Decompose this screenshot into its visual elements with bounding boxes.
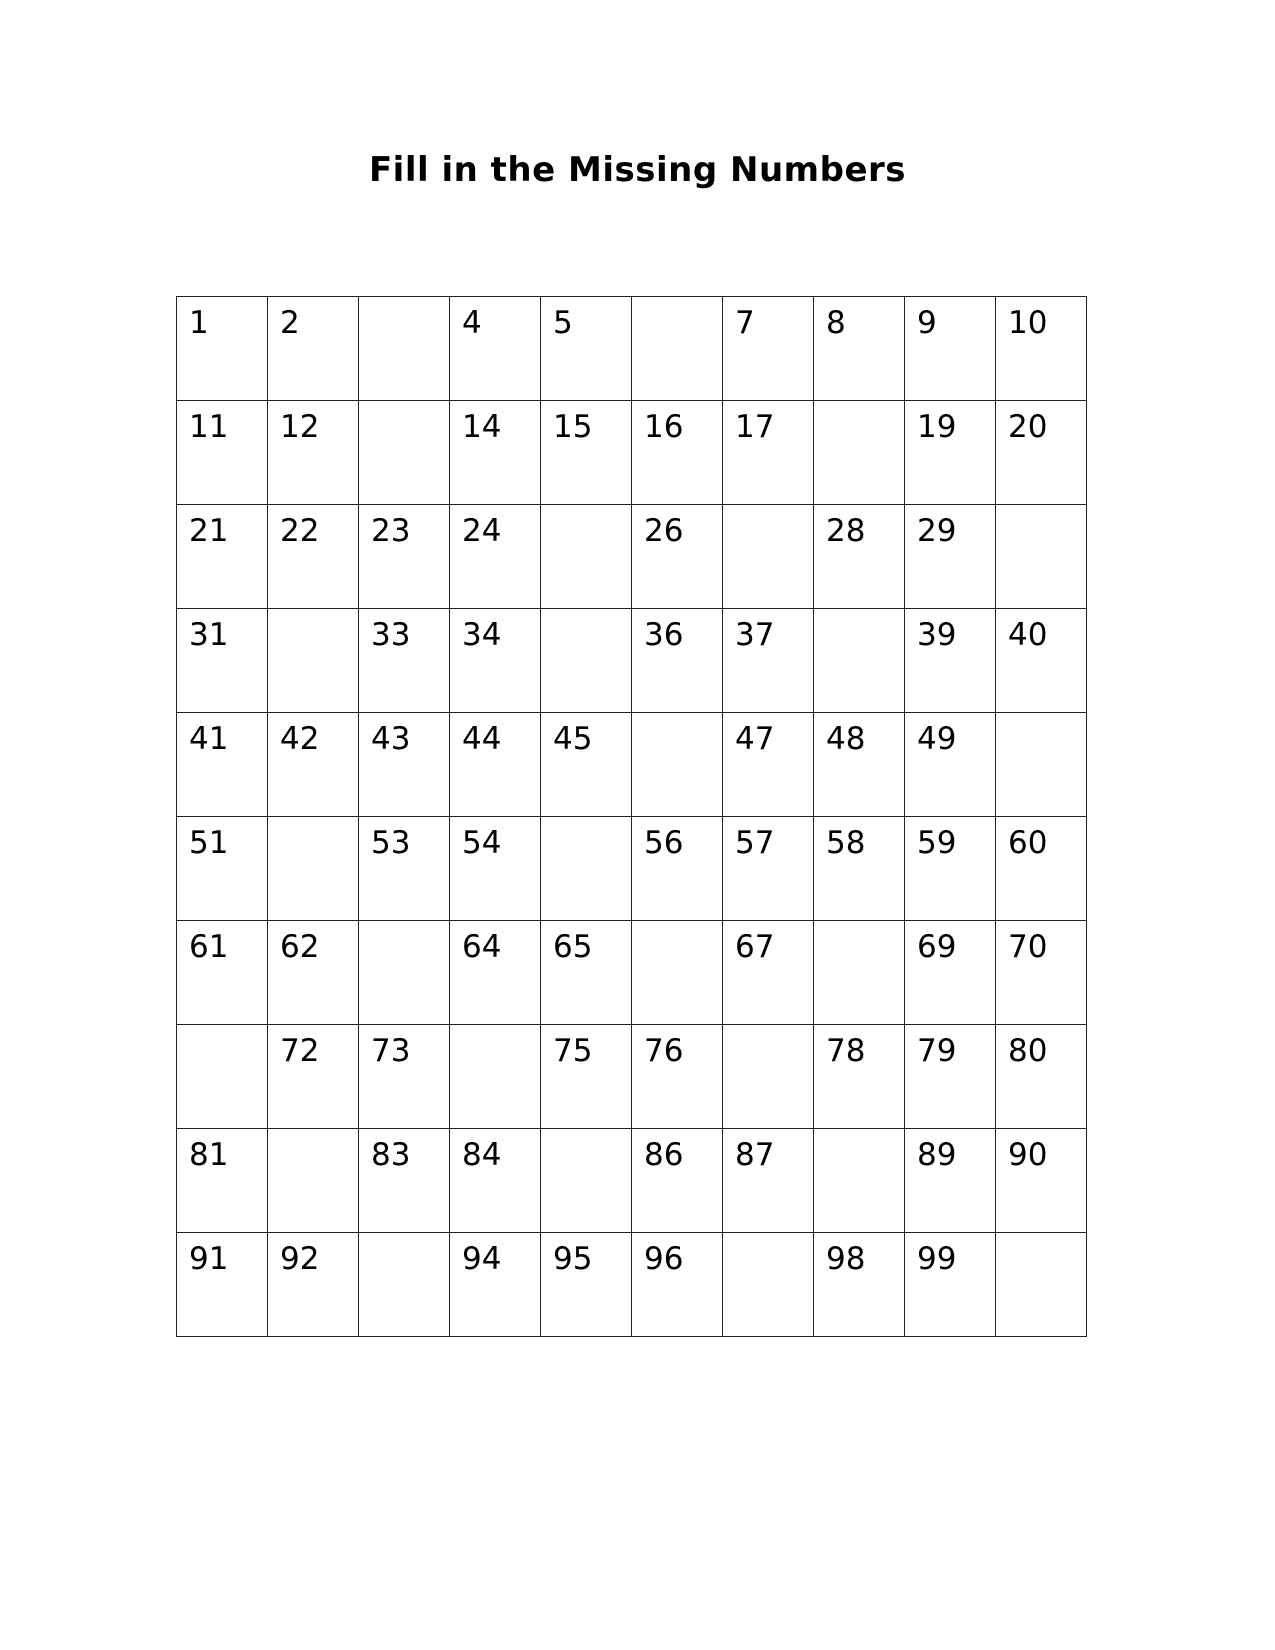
cell-number bbox=[814, 609, 904, 617]
cell-number: 73 bbox=[371, 1033, 411, 1069]
number-cell bbox=[632, 1025, 723, 1129]
cell-number: 37 bbox=[735, 617, 775, 653]
number-cell bbox=[541, 401, 632, 505]
cell-number: 76 bbox=[644, 1033, 684, 1069]
number-cell bbox=[723, 401, 814, 505]
cell-number: 2 bbox=[280, 305, 300, 341]
number-cell bbox=[723, 921, 814, 1025]
cell-number: 43 bbox=[371, 721, 411, 757]
grid-row bbox=[177, 1025, 1087, 1129]
cell-number: 81 bbox=[189, 1137, 229, 1173]
blank-cell[interactable] bbox=[814, 609, 905, 713]
cell-number: 4 bbox=[462, 305, 482, 341]
number-cell bbox=[541, 297, 632, 401]
cell-number bbox=[359, 401, 449, 409]
cell-number: 49 bbox=[917, 721, 957, 757]
number-cell bbox=[996, 921, 1087, 1025]
cell-number bbox=[814, 1129, 904, 1137]
blank-cell[interactable] bbox=[541, 817, 632, 921]
number-cell bbox=[359, 1025, 450, 1129]
blank-cell[interactable] bbox=[268, 1129, 359, 1233]
cell-number: 80 bbox=[1008, 1033, 1048, 1069]
cell-number: 87 bbox=[735, 1137, 775, 1173]
cell-number: 94 bbox=[462, 1241, 502, 1277]
number-cell bbox=[632, 1129, 723, 1233]
cell-number: 91 bbox=[189, 1241, 229, 1277]
number-cell bbox=[359, 713, 450, 817]
cell-number: 45 bbox=[553, 721, 593, 757]
grid-row bbox=[177, 921, 1087, 1025]
cell-number: 16 bbox=[644, 409, 684, 445]
cell-number: 69 bbox=[917, 929, 957, 965]
cell-number: 31 bbox=[189, 617, 229, 653]
number-cell bbox=[177, 713, 268, 817]
cell-number bbox=[177, 1025, 267, 1033]
cell-number: 7 bbox=[735, 305, 755, 341]
number-cell bbox=[814, 1025, 905, 1129]
cell-number: 41 bbox=[189, 721, 229, 757]
cell-number: 15 bbox=[553, 409, 593, 445]
cell-number: 44 bbox=[462, 721, 502, 757]
cell-number: 1 bbox=[189, 305, 209, 341]
cell-number: 40 bbox=[1008, 617, 1048, 653]
cell-number: 64 bbox=[462, 929, 502, 965]
number-cell bbox=[814, 817, 905, 921]
cell-number: 72 bbox=[280, 1033, 320, 1069]
number-cell bbox=[723, 297, 814, 401]
number-cell bbox=[632, 505, 723, 609]
number-cell bbox=[905, 817, 996, 921]
cell-number: 56 bbox=[644, 825, 684, 861]
blank-cell[interactable] bbox=[632, 921, 723, 1025]
number-cell bbox=[268, 713, 359, 817]
cell-number bbox=[541, 609, 631, 617]
cell-number bbox=[723, 1233, 813, 1241]
number-cell bbox=[723, 1129, 814, 1233]
cell-number bbox=[632, 297, 722, 305]
cell-number bbox=[814, 401, 904, 409]
number-cell bbox=[814, 505, 905, 609]
blank-cell[interactable] bbox=[359, 401, 450, 505]
blank-cell[interactable] bbox=[359, 1233, 450, 1337]
cell-number: 42 bbox=[280, 721, 320, 757]
cell-number: 48 bbox=[826, 721, 866, 757]
cell-number: 24 bbox=[462, 513, 502, 549]
cell-number: 12 bbox=[280, 409, 320, 445]
cell-number bbox=[359, 1233, 449, 1241]
number-cell bbox=[905, 1025, 996, 1129]
cell-number: 23 bbox=[371, 513, 411, 549]
number-cell bbox=[541, 921, 632, 1025]
cell-number: 20 bbox=[1008, 409, 1048, 445]
number-cell bbox=[996, 1129, 1087, 1233]
number-cell bbox=[996, 609, 1087, 713]
number-cell bbox=[905, 1233, 996, 1337]
grid-row bbox=[177, 401, 1087, 505]
number-cell bbox=[905, 1129, 996, 1233]
cell-number: 39 bbox=[917, 617, 957, 653]
blank-cell[interactable] bbox=[268, 609, 359, 713]
blank-cell[interactable] bbox=[996, 713, 1087, 817]
blank-cell[interactable] bbox=[632, 297, 723, 401]
number-cell bbox=[541, 713, 632, 817]
cell-number: 17 bbox=[735, 409, 775, 445]
blank-cell[interactable] bbox=[723, 1025, 814, 1129]
cell-number: 84 bbox=[462, 1137, 502, 1173]
number-cell bbox=[723, 713, 814, 817]
number-cell bbox=[177, 297, 268, 401]
number-cell bbox=[177, 817, 268, 921]
number-cell bbox=[905, 505, 996, 609]
number-cell bbox=[268, 297, 359, 401]
number-cell bbox=[450, 505, 541, 609]
blank-cell[interactable] bbox=[268, 817, 359, 921]
cell-number: 79 bbox=[917, 1033, 957, 1069]
number-cell bbox=[814, 297, 905, 401]
cell-number: 11 bbox=[189, 409, 229, 445]
number-cell bbox=[996, 401, 1087, 505]
cell-number: 51 bbox=[189, 825, 229, 861]
blank-cell[interactable] bbox=[541, 1129, 632, 1233]
blank-cell[interactable] bbox=[632, 713, 723, 817]
number-cell bbox=[450, 921, 541, 1025]
number-cell bbox=[268, 401, 359, 505]
grid-row bbox=[177, 505, 1087, 609]
number-cell bbox=[905, 297, 996, 401]
number-cell bbox=[450, 817, 541, 921]
cell-number: 28 bbox=[826, 513, 866, 549]
page-title: Fill in the Missing Numbers bbox=[368, 150, 907, 190]
blank-cell[interactable] bbox=[541, 609, 632, 713]
cell-number: 99 bbox=[917, 1241, 957, 1277]
cell-number bbox=[996, 505, 1086, 513]
cell-number bbox=[814, 921, 904, 929]
cell-number bbox=[723, 505, 813, 513]
cell-number: 67 bbox=[735, 929, 775, 965]
number-cell bbox=[268, 1233, 359, 1337]
number-cell bbox=[450, 1233, 541, 1337]
number-cell bbox=[268, 505, 359, 609]
cell-number bbox=[541, 505, 631, 513]
number-grid bbox=[176, 296, 1087, 1337]
cell-number: 70 bbox=[1008, 929, 1048, 965]
cell-number: 75 bbox=[553, 1033, 593, 1069]
blank-cell[interactable] bbox=[814, 401, 905, 505]
number-cell bbox=[632, 609, 723, 713]
cell-number: 57 bbox=[735, 825, 775, 861]
number-cell bbox=[723, 609, 814, 713]
cell-number bbox=[450, 1025, 540, 1033]
cell-number: 19 bbox=[917, 409, 957, 445]
blank-cell[interactable] bbox=[359, 297, 450, 401]
grid-row bbox=[177, 713, 1087, 817]
number-cell bbox=[177, 505, 268, 609]
cell-number bbox=[632, 921, 722, 929]
number-cell bbox=[177, 401, 268, 505]
cell-number bbox=[996, 1233, 1086, 1241]
cell-number bbox=[359, 297, 449, 305]
number-cell bbox=[814, 1233, 905, 1337]
cell-number: 59 bbox=[917, 825, 957, 861]
cell-number: 98 bbox=[826, 1241, 866, 1277]
number-cell bbox=[905, 921, 996, 1025]
cell-number bbox=[723, 1025, 813, 1033]
blank-cell[interactable] bbox=[541, 505, 632, 609]
number-cell bbox=[996, 1025, 1087, 1129]
cell-number bbox=[632, 713, 722, 721]
cell-number: 47 bbox=[735, 721, 775, 757]
number-cell bbox=[632, 1233, 723, 1337]
cell-number: 62 bbox=[280, 929, 320, 965]
cell-number: 22 bbox=[280, 513, 320, 549]
blank-cell[interactable] bbox=[177, 1025, 268, 1129]
cell-number: 8 bbox=[826, 305, 846, 341]
number-cell bbox=[450, 1129, 541, 1233]
number-cell bbox=[177, 1129, 268, 1233]
grid-row bbox=[177, 297, 1087, 401]
cell-number: 58 bbox=[826, 825, 866, 861]
cell-number: 54 bbox=[462, 825, 502, 861]
grid-row bbox=[177, 1233, 1087, 1337]
number-cell bbox=[450, 713, 541, 817]
number-cell bbox=[541, 1233, 632, 1337]
cell-number: 10 bbox=[1008, 305, 1048, 341]
cell-number: 14 bbox=[462, 409, 502, 445]
number-cell bbox=[177, 921, 268, 1025]
blank-cell[interactable] bbox=[814, 921, 905, 1025]
cell-number: 83 bbox=[371, 1137, 411, 1173]
cell-number: 96 bbox=[644, 1241, 684, 1277]
number-cell bbox=[450, 297, 541, 401]
number-cell bbox=[905, 401, 996, 505]
cell-number bbox=[268, 1129, 358, 1137]
cell-number: 26 bbox=[644, 513, 684, 549]
grid-row bbox=[177, 1129, 1087, 1233]
cell-number: 33 bbox=[371, 617, 411, 653]
cell-number bbox=[541, 817, 631, 825]
cell-number: 9 bbox=[917, 305, 937, 341]
cell-number bbox=[996, 713, 1086, 721]
cell-number bbox=[541, 1129, 631, 1137]
blank-cell[interactable] bbox=[723, 1233, 814, 1337]
number-cell bbox=[723, 817, 814, 921]
blank-cell[interactable] bbox=[450, 1025, 541, 1129]
blank-cell[interactable] bbox=[723, 505, 814, 609]
cell-number: 34 bbox=[462, 617, 502, 653]
number-cell bbox=[632, 817, 723, 921]
number-cell bbox=[268, 1025, 359, 1129]
number-cell bbox=[359, 817, 450, 921]
number-cell bbox=[359, 505, 450, 609]
number-cell bbox=[541, 1025, 632, 1129]
cell-number: 65 bbox=[553, 929, 593, 965]
number-cell bbox=[359, 1129, 450, 1233]
cell-number: 92 bbox=[280, 1241, 320, 1277]
cell-number: 5 bbox=[553, 305, 573, 341]
number-cell bbox=[177, 609, 268, 713]
number-cell bbox=[905, 609, 996, 713]
number-cell bbox=[996, 297, 1087, 401]
grid-row bbox=[177, 817, 1087, 921]
number-cell bbox=[450, 401, 541, 505]
number-cell bbox=[450, 609, 541, 713]
blank-cell[interactable] bbox=[996, 1233, 1087, 1337]
blank-cell[interactable] bbox=[814, 1129, 905, 1233]
number-cell bbox=[814, 713, 905, 817]
cell-number: 90 bbox=[1008, 1137, 1048, 1173]
blank-cell[interactable] bbox=[996, 505, 1087, 609]
number-cell bbox=[905, 713, 996, 817]
number-cell bbox=[359, 609, 450, 713]
number-cell bbox=[632, 401, 723, 505]
cell-number bbox=[268, 609, 358, 617]
cell-number: 36 bbox=[644, 617, 684, 653]
cell-number bbox=[268, 817, 358, 825]
cell-number: 29 bbox=[917, 513, 957, 549]
grid-row bbox=[177, 609, 1087, 713]
cell-number: 61 bbox=[189, 929, 229, 965]
cell-number: 86 bbox=[644, 1137, 684, 1173]
blank-cell[interactable] bbox=[359, 921, 450, 1025]
cell-number: 95 bbox=[553, 1241, 593, 1277]
number-cell bbox=[996, 817, 1087, 921]
cell-number: 89 bbox=[917, 1137, 957, 1173]
cell-number bbox=[359, 921, 449, 929]
cell-number: 53 bbox=[371, 825, 411, 861]
cell-number: 78 bbox=[826, 1033, 866, 1069]
cell-number: 60 bbox=[1008, 825, 1048, 861]
number-cell bbox=[268, 921, 359, 1025]
cell-number: 21 bbox=[189, 513, 229, 549]
number-cell bbox=[177, 1233, 268, 1337]
